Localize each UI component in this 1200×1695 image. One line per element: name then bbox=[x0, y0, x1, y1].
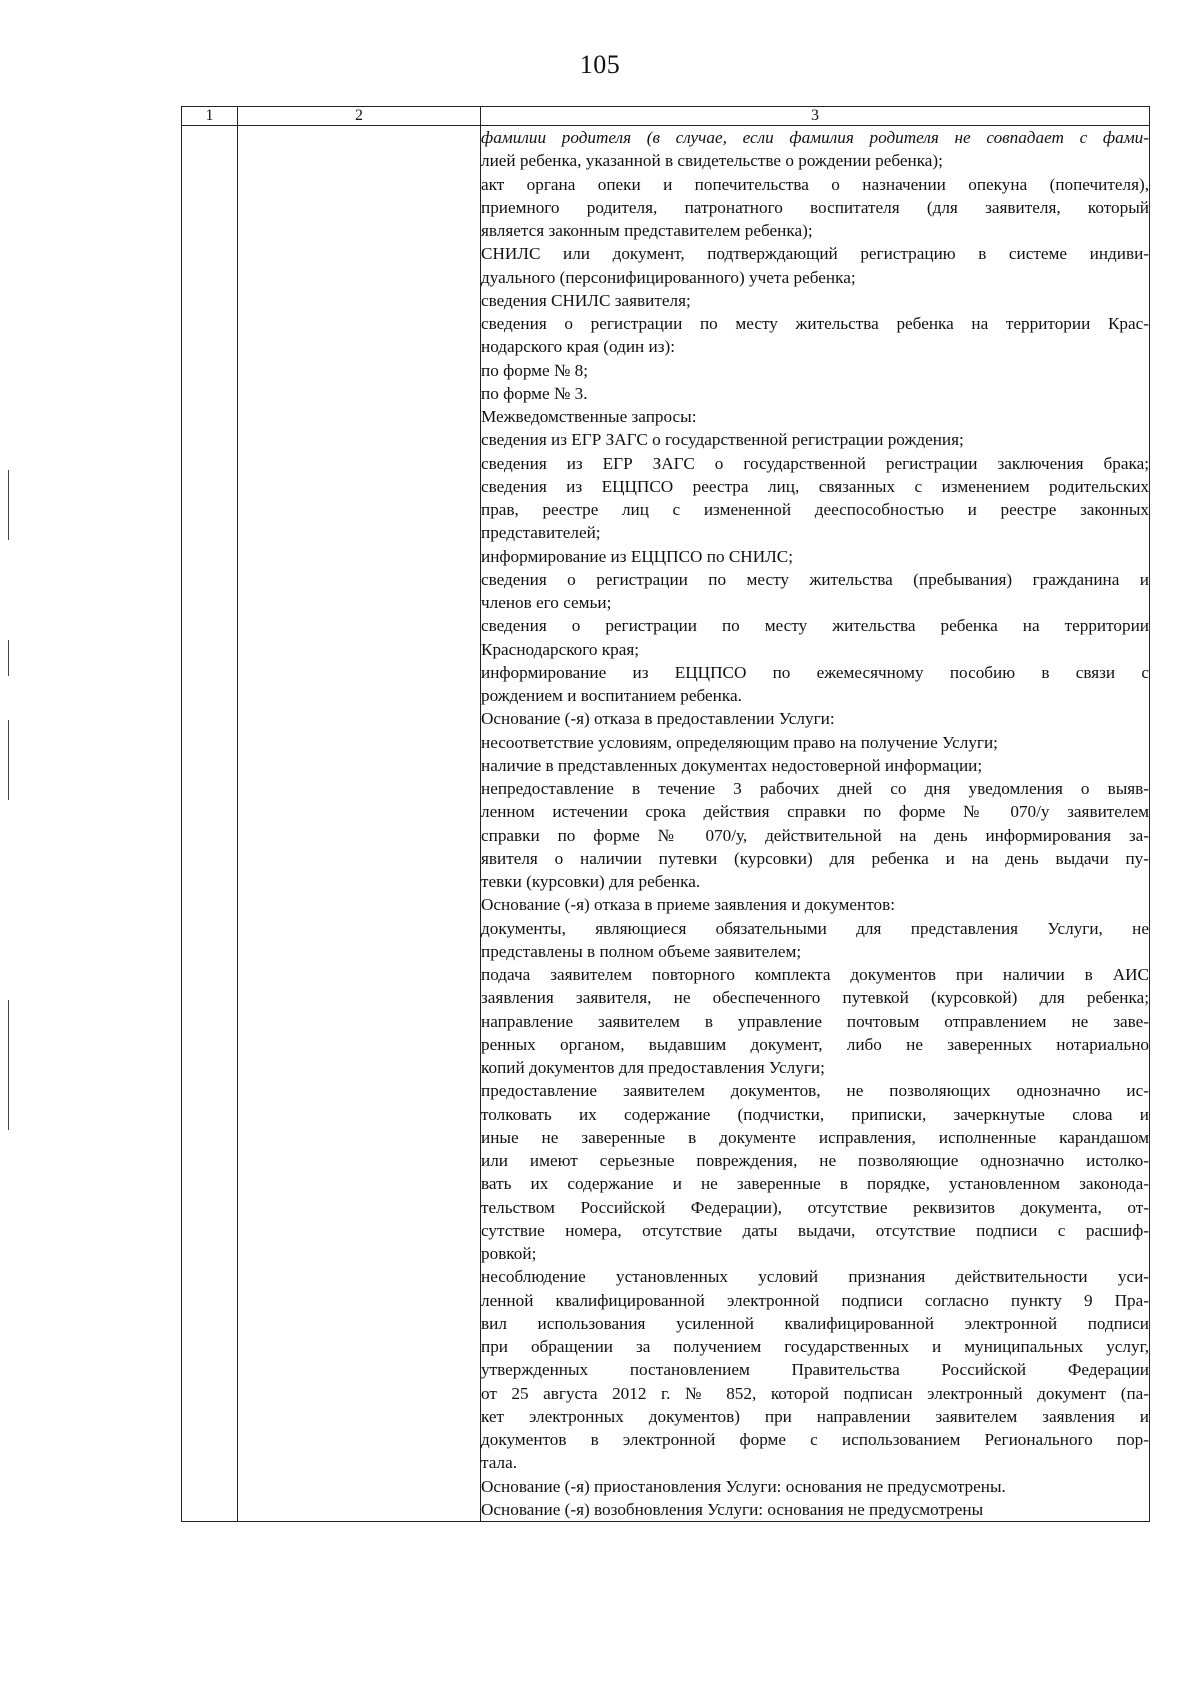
text-line: сведения из ЕГР ЗАГС о государственной регистрации заключения брака; bbox=[481, 453, 1149, 473]
text-line: является законным представителем ребенка); bbox=[481, 221, 813, 240]
page-number: 105 bbox=[579, 50, 621, 79]
text-line: акт органа опеки и попечительства о назначении опекуна (попечителя), bbox=[481, 174, 1149, 194]
text-line: приемного родителя, патронатного воспитателя (для заявителя, который bbox=[481, 197, 1149, 217]
cell-col3 bbox=[481, 126, 1150, 1522]
text-line: СНИЛС или документ, подтверждающий регистрацию в системе индиви- bbox=[481, 244, 1149, 264]
column-header-2: 2 bbox=[238, 107, 481, 126]
text-line: тала. bbox=[481, 1453, 518, 1473]
text-line: при обращении за получением государственных и муниципальных услуг, bbox=[481, 1337, 1149, 1356]
text-line: подача заявителем повторного комплекта документов при наличии в АИС bbox=[481, 965, 1149, 984]
text-line: направление заявителем в управление почтовым отправлением не заве- bbox=[481, 1011, 1149, 1031]
text-line: Межведомственные запросы: bbox=[481, 407, 697, 426]
text-line: нодарского края (один из): bbox=[481, 337, 675, 357]
text-line: ленной квалифицированной электронной подписи согласно пункту 9 Пра- bbox=[481, 1290, 1149, 1310]
text-line: ровкой; bbox=[481, 1244, 537, 1263]
text-line: иные не заверенные в документе исправления, исполненные карандашом bbox=[481, 1127, 1149, 1147]
text-line: явителя о наличии путевки (курсовки) для ребенка и на день выдачи пу- bbox=[481, 848, 1149, 868]
text-line: дуального (персонифицированного) учета ребенка; bbox=[481, 267, 856, 287]
text-line: рождением и воспитанием ребенка. bbox=[481, 686, 742, 705]
column-header-1: 1 bbox=[182, 107, 238, 126]
text-line: информирование из ЕЦЦПСО по ежемесячному пособию в связи с bbox=[481, 662, 1149, 682]
text-line: сведения из ЕЦЦПСО реестра лиц, связанных с изменением родительских bbox=[481, 476, 1149, 496]
text-line: Основание (-я) отказа в приеме заявления и документов: bbox=[481, 895, 895, 915]
text-line: информирование из ЕЦЦПСО по СНИЛС; bbox=[481, 546, 794, 566]
cell-col2 bbox=[238, 126, 481, 1522]
text-line: вать их содержание и не заверенные в порядке, установленном законода- bbox=[481, 1174, 1149, 1194]
text-line: сведения о регистрации по месту жительства ребенка на территории bbox=[481, 616, 1149, 636]
text-line: Основание (-я) отказа в предоставлении Услуги: bbox=[481, 709, 835, 729]
table-header-row bbox=[182, 107, 1150, 126]
text-line: документов в электронной форме с использованием Регионального пор- bbox=[481, 1430, 1149, 1449]
text-line: тельством Российской Федерации), отсутствие реквизитов документа, от- bbox=[481, 1197, 1149, 1217]
text-line: сведения о регистрации по месту жительства ребенка на территории Крас- bbox=[481, 314, 1149, 333]
text-line: Основание (-я) приостановления Услуги: основания не предусмотрены. bbox=[481, 1476, 1006, 1496]
text-line: несоответствие условиям, определяющим право на получение Услуги; bbox=[481, 732, 998, 752]
text-line: по форме № 3. bbox=[481, 383, 588, 403]
text-line: прав, реестре лиц с измененной дееспособностью и реестре законных bbox=[481, 500, 1149, 519]
text-line: толковать их содержание (подчистки, приписки, зачеркнутые слова и bbox=[481, 1104, 1149, 1124]
text-line: тевки (курсовки) для ребенка. bbox=[481, 872, 701, 891]
text-line: представителей; bbox=[481, 523, 601, 543]
text-line: кет электронных документов) при направлении заявителем заявления и bbox=[481, 1406, 1149, 1426]
text-line: или имеют серьезные повреждения, не позволяющие однозначно истолко- bbox=[481, 1151, 1149, 1170]
text-line: заявления заявителя, не обеспеченного путевкой (курсовкой) для ребенка; bbox=[481, 988, 1149, 1008]
text-line: ренных органом, выдавшим документ, либо не заверенных нотариально bbox=[481, 1034, 1149, 1054]
text-line: сведения СНИЛС заявителя; bbox=[481, 290, 691, 310]
text-line: по форме № 8; bbox=[481, 360, 589, 380]
text-line: от 25 августа 2012 г. № 852, которой подписан электронный документ (па- bbox=[481, 1383, 1149, 1403]
text-line: вил использования усиленной квалифицированной электронной подписи bbox=[481, 1313, 1149, 1333]
text-line: членов его семьи; bbox=[481, 593, 612, 612]
text-line: справки по форме № 070/у, действительной на день информирования за- bbox=[481, 825, 1149, 845]
text-line: непредоставление в течение 3 рабочих дней со дня уведомления о выяв- bbox=[481, 779, 1149, 798]
text-line: утвержденных постановлением Правительства Российской Федерации bbox=[481, 1360, 1149, 1380]
text-line: фамилии родителя (в случае, если фамилия родителя не совпадает с фами- bbox=[481, 128, 1149, 147]
text-line: копий документов для предоставления Услуги; bbox=[481, 1058, 825, 1077]
scan-edge-marks bbox=[2, 470, 18, 1130]
text-line: наличие в представленных документах недостоверной информации; bbox=[481, 755, 983, 775]
text-line: предоставление заявителем документов, не позволяющих однозначно ис- bbox=[481, 1081, 1149, 1101]
text-line: сведения из ЕГР ЗАГС о государственной регистрации рождения; bbox=[481, 430, 964, 450]
text-line: сутствие номера, отсутствие даты выдачи, отсутствие подписи с расшиф- bbox=[481, 1220, 1149, 1240]
column-header-3: 3 bbox=[481, 107, 1150, 126]
services-table bbox=[181, 106, 1150, 1522]
text-line: документы, являющиеся обязательными для представления Услуги, не bbox=[481, 918, 1149, 938]
text-line: несоблюдение установленных условий признания действительности уси- bbox=[481, 1267, 1149, 1287]
cell-col1 bbox=[182, 126, 238, 1522]
text-line: ленном истечении срока действия справки по форме № 070/у заявителем bbox=[481, 802, 1149, 822]
text-line: Краснодарского края; bbox=[481, 639, 640, 659]
text-line: сведения о регистрации по месту жительства (пребывания) гражданина и bbox=[481, 569, 1149, 589]
text-line: лией ребенка, указанной в свидетельстве о рождении ребенка); bbox=[481, 151, 943, 171]
table-row bbox=[182, 126, 1150, 1522]
text-line: Основание (-я) возобновления Услуги: основания не предусмотрены bbox=[481, 1499, 984, 1519]
text-line: представлены в полном объеме заявителем; bbox=[481, 941, 802, 961]
